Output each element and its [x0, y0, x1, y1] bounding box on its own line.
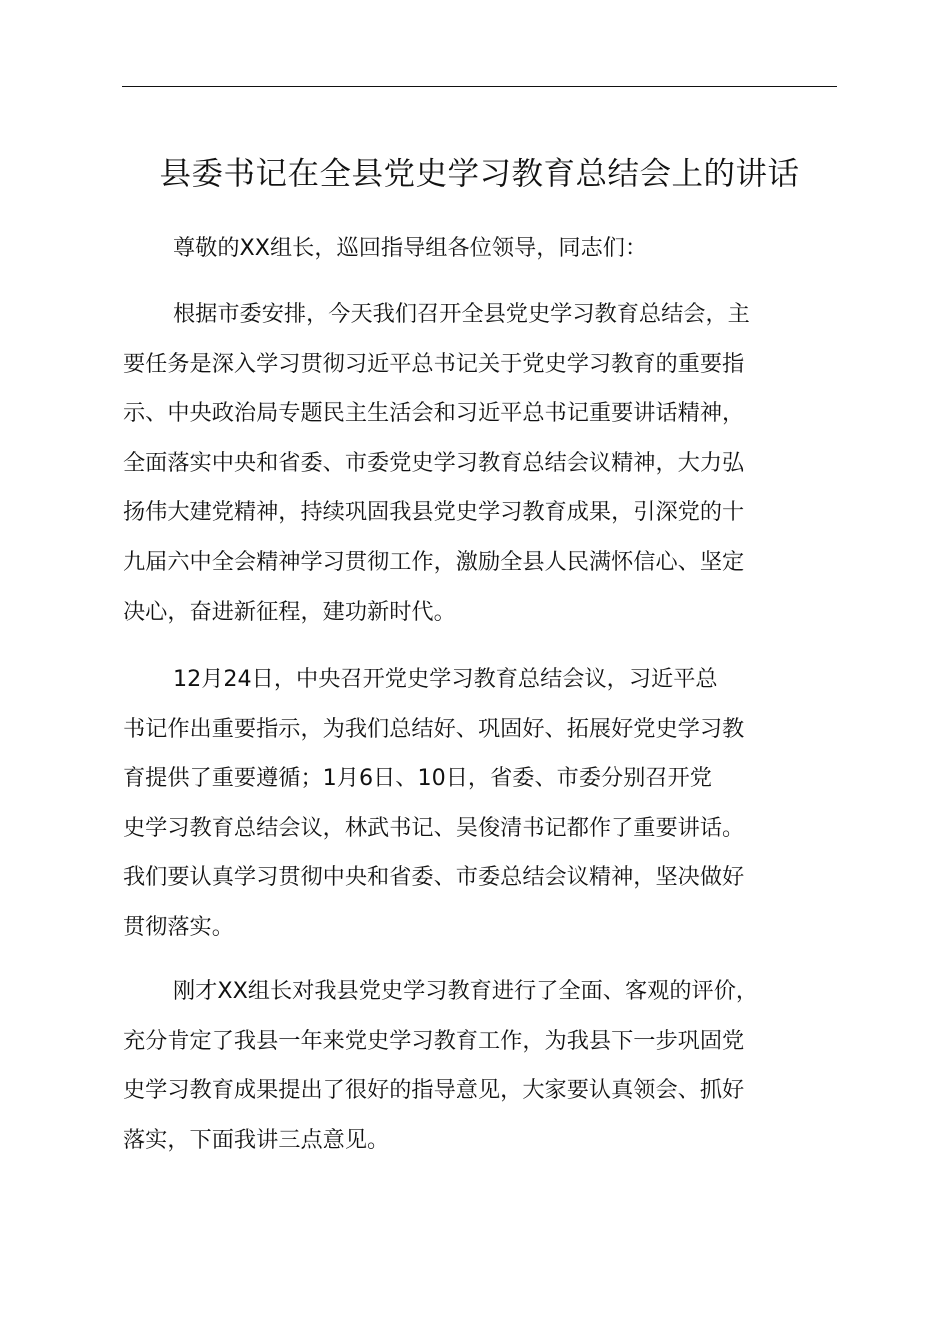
- header-rule: [122, 86, 837, 87]
- paragraph-evaluation: 刚才XX组长对我县党史学习教育进行了全面、客观的评价， 充分肯定了我县一年来党史学习教育工作，为我县下一步巩固党 史学习教育成果提出了很好的指导意见，大家要认真领会、抓好 落实，下面我讲三点意见。: [123, 978, 759, 1153]
- salutation: 尊敬的XX组长，巡回指导组各位领导，同志们：: [173, 235, 648, 261]
- paragraph-intro: 根据市委安排，今天我们召开全县党史学习教育总结会，主 要任务是深入学习贯彻习近平总书记关于党史学习教育的重要指 示、中央政治局专题民主生活会和习近平总书记重要讲话精神， 全面落实中央和省委、市委党史学习教育总结会议精神，大力弘 扬伟大建党精神，持续巩固我县党史学习教育成果，引深党的十 九届六中全会精神学习贯彻工作，激励全县人民满怀信心、坚定 决心，奋进新征程，建功新时代。: [123, 301, 750, 625]
- paragraph-meeting-background: 12月24日，中央召开党史学习教育总结会议，习近平总 书记作出重要指示，为我们总结好、巩固好、拓展好党史学习教 育提供了重要遵循；1月6日、10日，省委、市委分别召开党 史学习教育总结会议，林武书记、吴俊清书记都作了重要讲话。 我们要认真学习贯彻中央和省委、市委总结会议精神，坚决做好 贯彻落实。: [123, 666, 745, 940]
- document-title: 县委书记在全县党史学习教育总结会上的讲话: [159, 156, 800, 192]
